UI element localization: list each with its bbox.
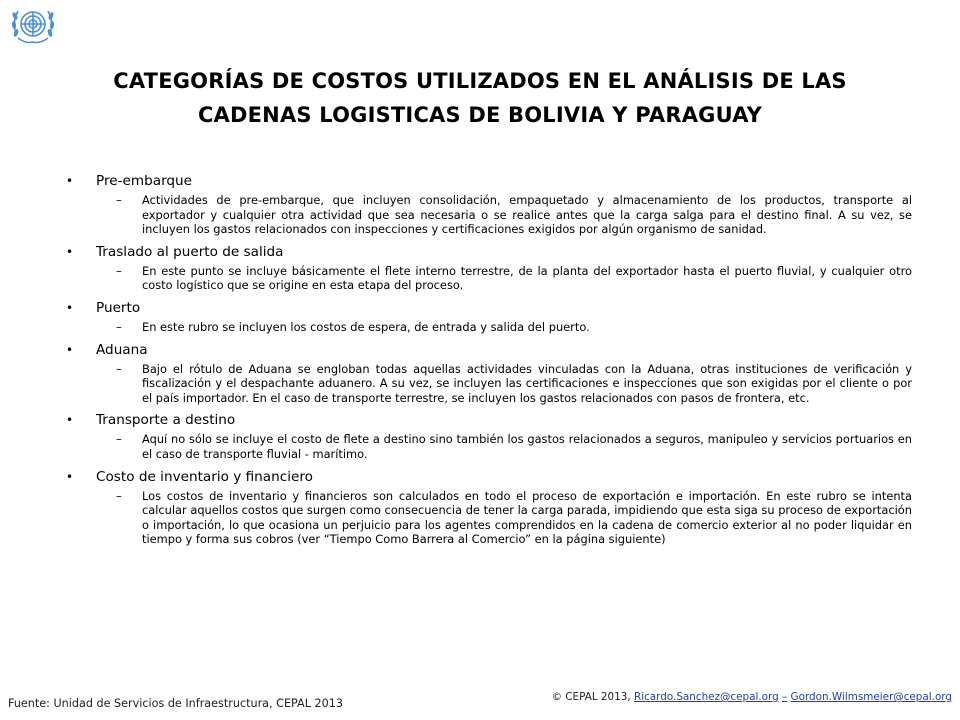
item-detail: En este punto se incluye básicamente el flete interno terrestre, de la planta del exportador hasta el puerto fluvial, y cualquier otro costo logístico que se origine en esta etapa del proceso.: [142, 263, 912, 293]
bullet-icon: •: [66, 174, 74, 188]
list-item-inventario: [66, 468, 912, 547]
item-heading: Puerto: [96, 299, 141, 316]
dash-icon: –: [116, 193, 122, 207]
item-heading: Costo de inventario y financiero: [96, 468, 313, 485]
item-heading: Aduana: [96, 341, 148, 358]
cost-category-list: [66, 172, 912, 553]
email-link-sanchez[interactable]: Ricardo.Sanchez@cepal.org: [633, 691, 779, 703]
item-heading: Transporte a destino: [96, 412, 236, 429]
un-logo-icon: [6, 4, 60, 50]
list-item-puerto: [66, 299, 912, 335]
dash-icon: –: [116, 432, 122, 447]
source-note: Fuente: Unidad de Servicios de Infraestructura, CEPAL 2013: [8, 697, 343, 710]
dash-icon: –: [116, 263, 122, 278]
item-detail: En este rubro se incluyen los costos de espera, de entrada y salida del puerto.: [142, 319, 590, 334]
list-item-aduana: [66, 341, 912, 406]
item-detail: Actividades de pre-embarque, que incluyen consolidación, empaquetado y almacenamiento de los productos, transporte al exportador y cualquier otra actividad que sea necesaria o se realice antes que la carga salga para el destino final. A su vez, se incluyen los gastos relacionados con inspecciones y certificaciones exigidos por algún organismo de sanidad.: [142, 193, 912, 237]
slide-title: [60, 64, 900, 132]
list-item-traslado: [66, 243, 912, 293]
item-detail: Bajo el rótulo de Aduana se engloban todas aquellas actividades vinculadas con la Aduana, otras instituciones de verificación y fiscalización y el despachante aduanero. A su vez, se incluyen las certificaciones e inspecciones que son exigidas por el cliente o por el país importador. En el caso de transporte terrestre, se incluyen los gastos relacionados con pasos de frontera, etc.: [142, 361, 912, 405]
email-separator: –: [782, 691, 788, 703]
copyright-note: [552, 691, 952, 703]
email-link-wilmsmeier[interactable]: Gordon.Wilmsmeier@cepal.org: [790, 691, 952, 703]
bullet-icon: •: [66, 300, 74, 315]
list-item-pre-embarque: [66, 172, 912, 237]
item-heading: Pre-embarque: [96, 173, 193, 189]
dash-icon: –: [116, 488, 122, 503]
bullet-icon: •: [66, 413, 74, 428]
dash-icon: –: [116, 319, 122, 334]
bullet-icon: •: [66, 244, 74, 259]
item-heading: Traslado al puerto de salida: [96, 243, 284, 260]
item-detail: Los costos de inventario y financieros son calculados en todo el proceso de exportación e importación. En este rubro se intenta calcular aquellos costos que surgen como consecuencia de tener la carga parada, impidiendo que esta siga su proceso de exportación o importación, lo que ocasiona un perjuicio para los agentes comprendidos en la cadena de comercio exterior al no poder liquidar en tiempo y forma sus cobros (ver “Tiempo Como Barrera al Comercio” en la página siguiente): [142, 488, 912, 547]
dash-icon: –: [116, 361, 122, 376]
bullet-icon: •: [66, 469, 74, 484]
item-detail: Aquí no sólo se incluye el costo de flete a destino sino también los gastos relacionados a seguros, manipuleo y servicios portuarios en el caso de transporte fluvial - marítimo.: [142, 432, 912, 461]
copyright-text: © CEPAL 2013,: [551, 691, 631, 703]
list-item-transporte: [66, 411, 912, 461]
bullet-icon: •: [66, 342, 74, 357]
title-line-1: CATEGORÍAS DE COSTOS UTILIZADOS EN EL ANÁLISIS DE LAS: [113, 69, 847, 93]
title-line-2: CADENAS LOGISTICAS DE BOLIVIA Y PARAGUAY: [197, 103, 763, 127]
